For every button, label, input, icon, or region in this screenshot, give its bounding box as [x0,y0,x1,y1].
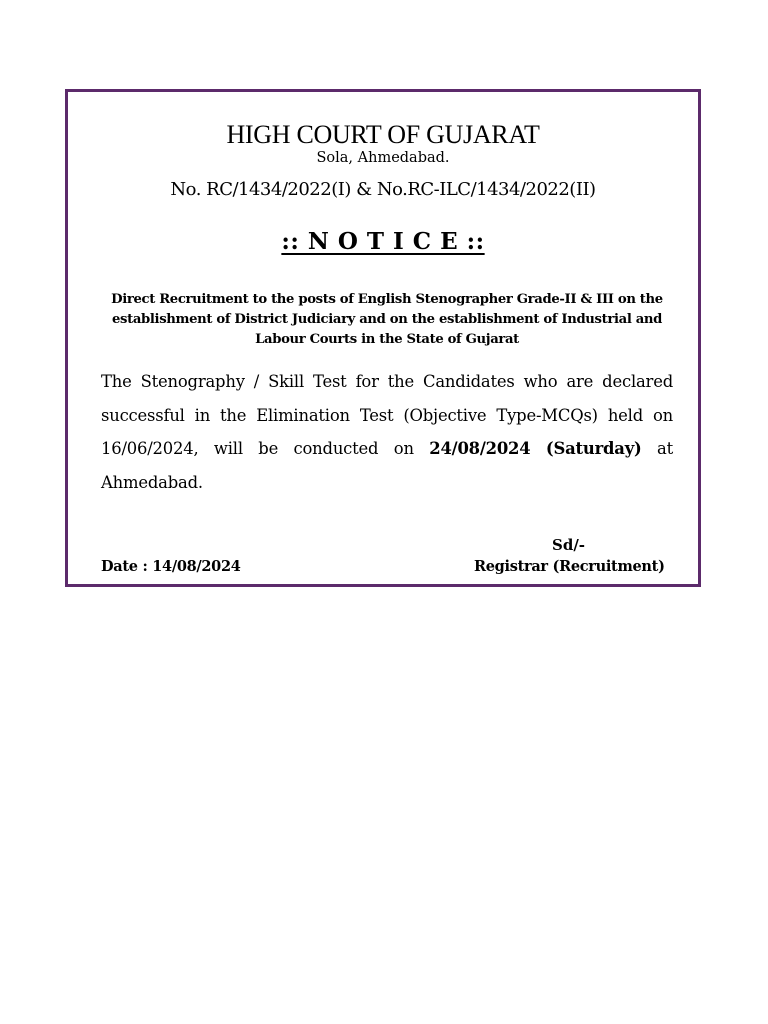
notice-subject: Direct Recruitment to the posts of English Stenographer Grade-II & III on the establishment of District Judiciary and on the establishment of Industrial and Labour Courts in the State of Gujarat [111,292,663,347]
court-name: HIGH COURT OF GUJARAT [226,120,540,149]
reference-number: No. RC/1434/2022(I) & No.RC-ILC/1434/2022(II) [170,179,596,200]
notice-body-part2: at Ahmedabad. [101,439,674,492]
test-day: (Saturday) [545,439,642,458]
notice-body-part1: The Stenography / Skill Test for the Candidates who are declared successful in the Elimination Test (Objective Type-MCQs) held on 16/06/2024, will be conducted on [101,372,673,458]
court-location: Sola, Ahmedabad. [316,150,450,166]
notice-body [101,365,673,499]
issue-date: Date : 14/08/2024 [101,558,241,575]
registrar-title: Registrar (Recruitment) [474,558,665,575]
signature-mark: Sd/- [552,536,586,554]
notice-heading: :: N O T I C E :: [281,228,485,255]
notice-box [65,89,701,587]
test-date: 24/08/2024 [429,439,531,458]
